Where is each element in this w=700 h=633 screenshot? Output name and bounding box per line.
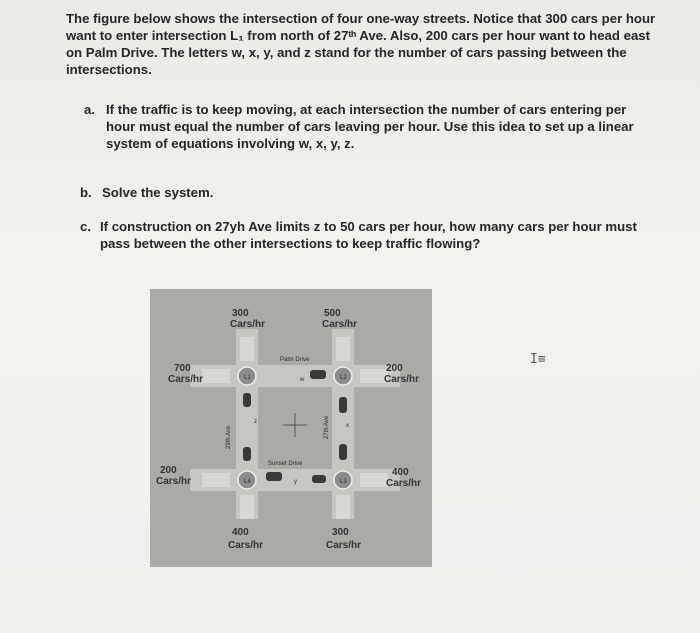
- figure-background: [150, 289, 432, 567]
- palm-drive-label: Palm Drive: [280, 357, 310, 363]
- car-icon: [310, 370, 326, 379]
- var-x: x: [346, 423, 349, 429]
- question-label: a.: [84, 102, 95, 117]
- right-bottom-unit: Cars/hr: [386, 478, 422, 489]
- l1-label: L1: [244, 375, 251, 381]
- top-right-unit: Cars/hr: [322, 319, 358, 330]
- intro-line: on Palm Drive. The letters w, x, y, and z stand for the number of cars passing between the: [66, 45, 627, 60]
- ave-29th-label: 29th Ave: [226, 425, 232, 449]
- car-icon: [312, 475, 326, 483]
- top-left-unit: Cars/hr: [230, 319, 266, 330]
- var-w: w: [300, 377, 305, 383]
- question-line: If the traffic is to keep moving, at each intersection the number of cars entering per: [106, 102, 627, 117]
- right-top-unit: Cars/hr: [384, 374, 420, 385]
- sunset-drive-label: Sunset Drive: [268, 461, 303, 467]
- problem-intro: [66, 10, 666, 78]
- question-text: [102, 184, 213, 201]
- question-text: [100, 218, 660, 252]
- bottom-right-count: 300: [332, 527, 349, 538]
- top-left-count: 300: [232, 308, 249, 319]
- street-diagram: [150, 289, 432, 567]
- right-bottom-count: 400: [392, 467, 409, 478]
- question-line: hour must equal the number of cars leaving per hour. Use this idea to set up a linear: [106, 119, 634, 134]
- text-cursor-icon: I≡: [530, 352, 546, 367]
- question-line: If construction on 27yh Ave limits z to 50 cars per hour, how many cars per hour must: [100, 219, 637, 234]
- intro-line: intersections.: [66, 62, 152, 77]
- l3-label: L3: [340, 479, 347, 485]
- car-icon: [339, 397, 347, 413]
- car-icon: [243, 447, 251, 461]
- intro-line: want to enter intersection L₁ from north of 27ᵗʰ Ave. Also, 200 cars per hour want to head east: [66, 28, 651, 43]
- question-text: [106, 101, 636, 152]
- left-top-count: 700: [174, 363, 191, 374]
- bottom-right-unit: Cars/hr: [326, 540, 362, 551]
- left-bottom-count: 200: [160, 465, 177, 476]
- bottom-left-count: 400: [232, 527, 249, 538]
- var-y: y: [294, 479, 297, 485]
- question-label: c.: [80, 219, 91, 234]
- left-top-unit: Cars/hr: [168, 374, 204, 385]
- question-label: b.: [80, 185, 92, 200]
- question-line: pass between the other intersections to keep traffic flowing?: [100, 236, 481, 251]
- question-line: Solve the system.: [102, 185, 214, 200]
- question-line: system of equations involving w, x, y, z.: [106, 136, 355, 151]
- top-right-count: 500: [324, 308, 341, 319]
- car-icon: [339, 444, 347, 460]
- intro-line: The figure below shows the intersection of four one-way streets. Notice that 300 cars per hour: [66, 11, 656, 26]
- left-bottom-unit: Cars/hr: [156, 476, 192, 487]
- car-icon: [266, 472, 282, 481]
- bottom-left-unit: Cars/hr: [228, 540, 264, 551]
- l2-label: L2: [340, 375, 347, 381]
- l4-label: L4: [244, 479, 251, 485]
- car-icon: [243, 393, 251, 407]
- intersection-figure: [150, 289, 432, 567]
- right-top-count: 200: [386, 363, 403, 374]
- ave-27th-label: 27th Ave: [324, 415, 330, 439]
- var-z: z: [254, 419, 257, 425]
